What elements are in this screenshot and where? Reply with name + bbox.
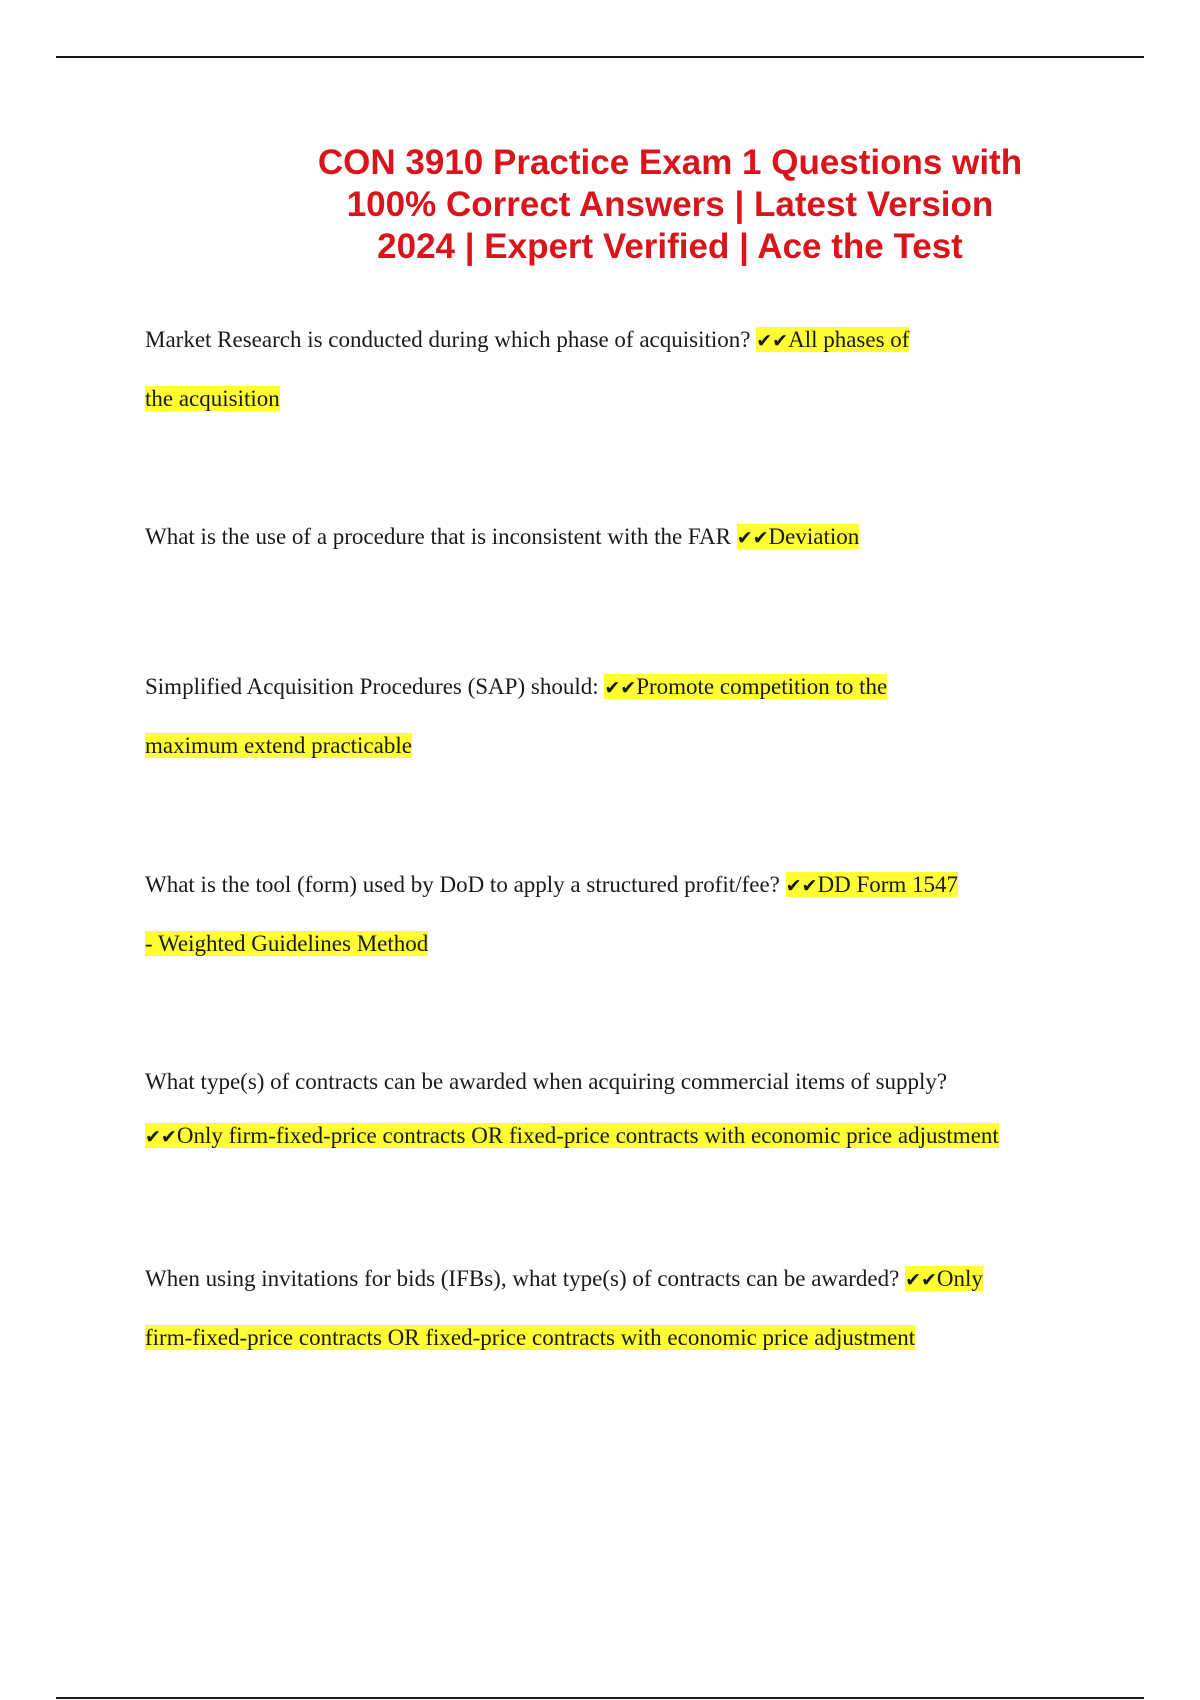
answer-highlight	[737, 524, 860, 549]
question-text: What is the tool (form) used by DoD to apply a structured profit/fee?	[145, 872, 780, 897]
qa-line	[145, 717, 1065, 775]
answer-text: Only firm-fixed-price contracts OR fixed-price contracts with economic price adjustment	[176, 1123, 999, 1148]
qa-line	[145, 370, 1065, 428]
answer-text: Only	[936, 1266, 983, 1291]
double-check-icon: ✔✔	[785, 875, 818, 897]
answer-text: firm-fixed-price contracts OR fixed-price contracts with economic price adjustment	[145, 1325, 916, 1350]
qa-line	[145, 856, 1065, 915]
title-line-1: CON 3910 Practice Exam 1 Questions with	[317, 143, 1023, 182]
answer-highlight	[905, 1266, 983, 1291]
qa-line	[145, 311, 1065, 370]
answer-highlight	[786, 872, 958, 897]
qa-line	[145, 658, 1065, 717]
double-check-icon: ✔✔	[736, 527, 769, 549]
question-text: Market Research is conducted during which phase of acquisition?	[145, 327, 751, 352]
answer-text: maximum extend practicable	[145, 733, 412, 758]
question-text: What type(s) of contracts can be awarded when acquiring commercial items of supply?	[145, 1069, 948, 1094]
qa-item-1	[145, 311, 1065, 428]
qa-line	[145, 1109, 1065, 1164]
double-check-icon: ✔✔	[756, 330, 789, 352]
qa-line	[145, 915, 1065, 973]
qa-item-3	[145, 658, 1065, 775]
answer-text: the acquisition	[145, 386, 280, 411]
answer-text: Deviation	[768, 524, 860, 549]
answer-highlight	[604, 674, 887, 699]
double-check-icon: ✔✔	[145, 1126, 177, 1148]
answer-text: Promote competition to the	[636, 674, 888, 699]
double-check-icon: ✔✔	[604, 677, 637, 699]
qa-line	[145, 1055, 1065, 1109]
question-text: Simplified Acquisition Procedures (SAP) should:	[145, 674, 599, 699]
qa-item-5	[145, 1055, 1065, 1164]
answer-highlight	[145, 1123, 999, 1148]
title-line-2: 100% Correct Answers | Latest Version	[346, 185, 994, 224]
answer-highlight	[756, 327, 909, 352]
answer-text: All phases of	[788, 327, 910, 352]
qa-item-2	[145, 508, 1065, 567]
question-text: When using invitations for bids (IFBs), what type(s) of contracts can be awarded?	[145, 1266, 900, 1291]
top-rule	[56, 56, 1144, 58]
answer-text: DD Form 1547	[817, 872, 959, 897]
answer-text: - Weighted Guidelines Method	[145, 931, 429, 956]
title-line-3: 2024 | Expert Verified | Ace the Test	[377, 227, 963, 266]
qa-item-4	[145, 856, 1065, 973]
bottom-rule	[56, 1697, 1144, 1699]
question-text: What is the use of a procedure that is inconsistent with the FAR	[145, 524, 731, 549]
qa-line	[145, 1250, 1065, 1309]
qa-line	[145, 508, 1065, 567]
qa-item-6	[145, 1250, 1065, 1367]
double-check-icon: ✔✔	[905, 1269, 937, 1291]
qa-line	[145, 1309, 1065, 1367]
document-title	[240, 142, 1100, 268]
